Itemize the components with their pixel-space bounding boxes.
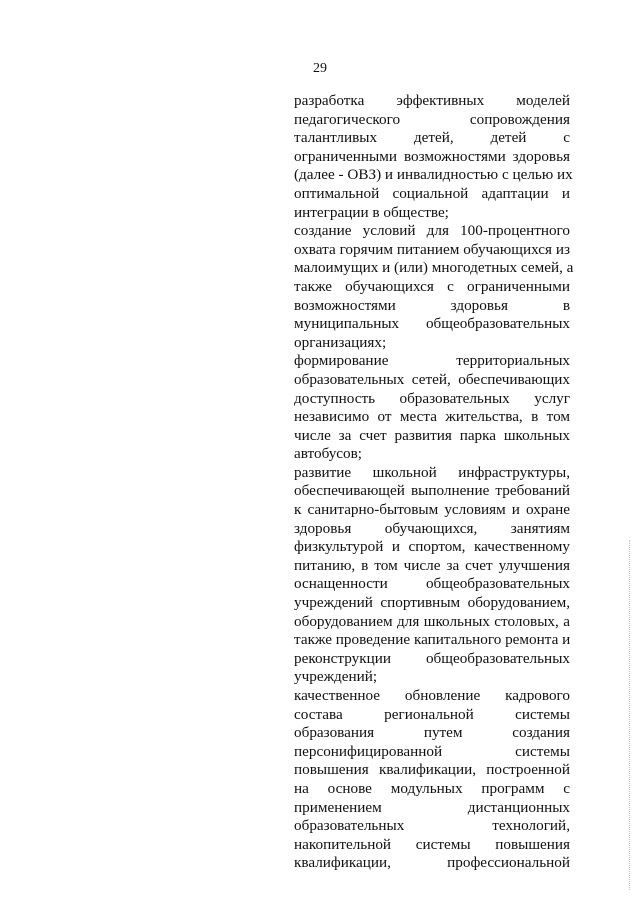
paragraph (294, 464, 570, 687)
text-line: к санитарно-бытовым условиям и охране (294, 501, 570, 519)
text-line: малоимущих и (или) многодетных семей, а (294, 259, 574, 277)
text-line: реконструкции общеобразовательных (294, 649, 570, 667)
text-line: развитие школьной инфраструктуры, (294, 463, 570, 481)
text-line: квалификации, профессиональной (294, 854, 570, 872)
text-line: образовательных технологий, (294, 817, 570, 835)
text-line: оптимальной социальной адаптации и (294, 184, 570, 202)
text-line: независимо от места жительства, в том (294, 408, 570, 426)
text-line: числе за счет развития парка школьных (294, 426, 570, 444)
text-line: муниципальных общеобразовательных (294, 315, 570, 333)
text-line: повышения квалификации, построенной (294, 761, 570, 779)
page-number: 29 (313, 61, 327, 76)
paragraph (294, 92, 573, 222)
text-line: интеграции в обществе; (294, 203, 449, 221)
paragraph (294, 352, 570, 464)
text-line: создание условий для 100-процентного (294, 222, 570, 240)
text-line: автобусов; (294, 445, 363, 463)
text-line: образовательных сетей, обеспечивающих (294, 370, 570, 388)
body-text (294, 92, 574, 873)
text-line: накопительной системы повышения (294, 835, 570, 853)
text-line: охвата горячим питанием обучающихся из (294, 240, 570, 258)
text-line: ограниченными возможностями здоровья (294, 147, 570, 165)
text-line: качественное обновление кадрового (294, 687, 570, 704)
text-line: возможностями здоровья в (294, 296, 570, 314)
text-line: физкультурой и спортом, качественному (294, 538, 570, 556)
text-line: также обучающихся с ограниченными (294, 277, 570, 295)
text-line: организациях; (294, 333, 387, 351)
scan-margin-marks (629, 540, 632, 890)
text-line: талантливых детей, детей с (294, 129, 570, 147)
text-line: оснащенности общеобразовательных (294, 575, 570, 593)
text-line: формирование территориальных (294, 352, 570, 370)
text-line: применением дистанционных (294, 798, 570, 816)
text-line: также проведение капитального ремонта и (294, 631, 571, 649)
text-line: педагогического сопровождения (294, 110, 570, 128)
text-line: доступность образовательных услуг (294, 389, 570, 407)
text-line: на основе модульных программ с (294, 779, 570, 797)
text-line: обеспечивающей выполнение требований (294, 482, 570, 500)
paragraph (294, 222, 574, 352)
text-line: (далее - ОВЗ) и инвалидностью с целью их (294, 166, 573, 184)
text-line: оборудованием для школьных столовых, а (294, 612, 570, 630)
text-line: питанию, в том числе за счет улучшения (294, 556, 570, 574)
text-line: здоровья обучающихся, занятиям (294, 519, 570, 537)
text-line: образования путем создания (294, 724, 570, 742)
text-line: персонифицированной системы (294, 742, 570, 760)
text-line: учреждений; (294, 668, 378, 686)
text-line: состава региональной системы (294, 705, 570, 723)
text-line: разработка эффективных моделей (294, 92, 570, 109)
paragraph (294, 687, 570, 873)
text-line: учреждений спортивным оборудованием, (294, 594, 570, 612)
